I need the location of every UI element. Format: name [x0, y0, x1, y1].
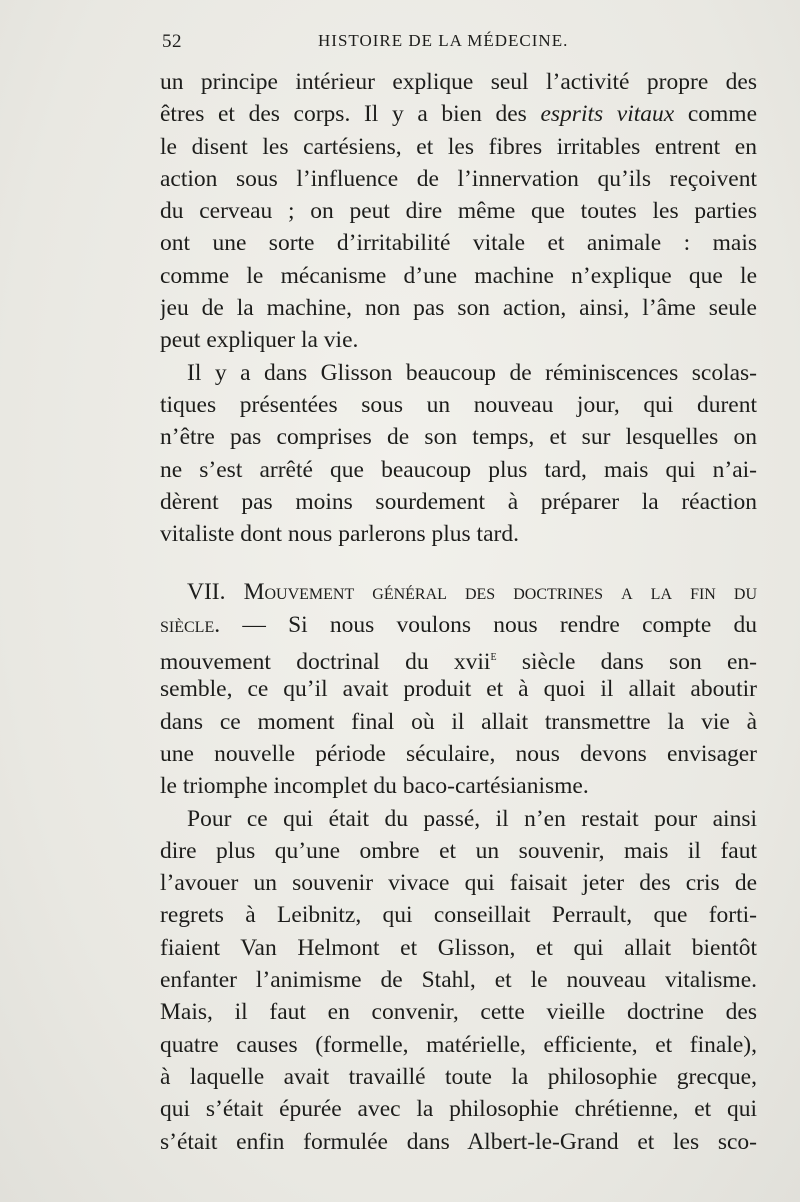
paragraph — [160, 66, 757, 357]
text-line: fiaient Van Helmont et Glisson, et qui allait bientôt — [160, 934, 757, 961]
text-line: du cerveau ; on peut dire même que toutes les parties — [160, 198, 757, 225]
section-title: Mouvement général des doctrines a la fin du — [243, 579, 757, 606]
running-title: HISTOIRE DE LA MÉDECINE. — [318, 31, 569, 50]
text-line: vitaliste dont nous parlerons plus tard. — [160, 521, 519, 548]
text-line: semble, ce qu’il avait produit et à quoi il allait aboutir — [160, 676, 757, 703]
paragraph — [160, 357, 757, 551]
text-line: quatre causes (formelle, matérielle, efficiente, et finale), — [160, 1031, 757, 1058]
text-line: le triomphe incomplet du baco-cartésianisme. — [160, 773, 589, 800]
page-header — [160, 31, 760, 61]
text-line: peut expliquer la vie. — [160, 327, 359, 354]
text-line: dire plus qu’une ombre et un souvenir, mais il faut — [160, 837, 757, 864]
text-line: siècle. — Si nous voulons nous rendre compte du — [160, 611, 757, 638]
text-line: n’être pas comprises de son temps, et sur lesquelles on — [160, 424, 757, 451]
text-line: qui s’était épurée avec la philosophie chrétienne, et qui — [160, 1096, 757, 1123]
text-line: ont une sorte d’irritabilité vitale et animale : mais — [160, 230, 757, 257]
text-line: un principe intérieur explique seul l’activité propre des — [160, 69, 757, 95]
section-heading-paragraph — [160, 576, 757, 802]
text-line: enfanter l’animisme de Stahl, et le nouveau vitalisme. — [160, 967, 757, 994]
text-line: regrets à Leibnitz, qui conseillait Perrault, que forti- — [160, 902, 757, 929]
text-line: dans ce moment final où il allait transmettre la vie à — [160, 708, 757, 735]
section-gap — [160, 550, 757, 576]
section-number: VII. — [187, 579, 226, 606]
page-number: 52 — [162, 31, 182, 52]
text-line: Il y a dans Glisson beaucoup de réminiscences scolas- — [187, 359, 757, 386]
text-line: une nouvelle période séculaire, nous devons envisager — [160, 740, 757, 767]
text-line: comme le mécanisme d’une machine n’explique que le — [160, 262, 757, 289]
text-line: êtres et des corps. Il y a bien des esprits vitaux comme — [160, 101, 757, 128]
text-line: l’avouer un souvenir vivace qui faisait jeter des cris de — [160, 870, 757, 897]
section-heading — [160, 576, 757, 608]
text-line: s’était enfin formulée dans Albert-le-Grand et les sco- — [160, 1128, 757, 1155]
page-body — [160, 66, 757, 1158]
text-line: le disent les cartésiens, et les fibres irritables entrent en — [160, 133, 757, 160]
section-title-end: siècle. — [160, 611, 221, 638]
text-line: dèrent pas moins sourdement à préparer la réaction — [160, 488, 757, 515]
text-line: Pour ce qui était du passé, il n’en restait pour ainsi — [187, 805, 757, 832]
text-line: action sous l’influence de l’innervation qu’ils reçoivent — [160, 165, 757, 192]
text-line: Mais, il faut en convenir, cette vieille doctrine des — [160, 999, 757, 1026]
text-line: à laquelle avait travaillé toute la philosophie grecque, — [160, 1063, 757, 1090]
text-line: jeu de la machine, non pas son action, ainsi, l’âme seule — [160, 295, 757, 322]
text-line: ne s’est arrêté que beaucoup plus tard, mais qui n’ai- — [160, 456, 757, 483]
text-line: tiques présentées sous un nouveau jour, qui durent — [160, 391, 757, 418]
paragraph — [160, 803, 757, 1158]
italic-phrase: esprits vitaux — [540, 101, 675, 128]
text-line: mouvement doctrinal du xvii$^e$ siècle dans son en- — [160, 648, 757, 674]
superscript: e — [490, 649, 497, 665]
